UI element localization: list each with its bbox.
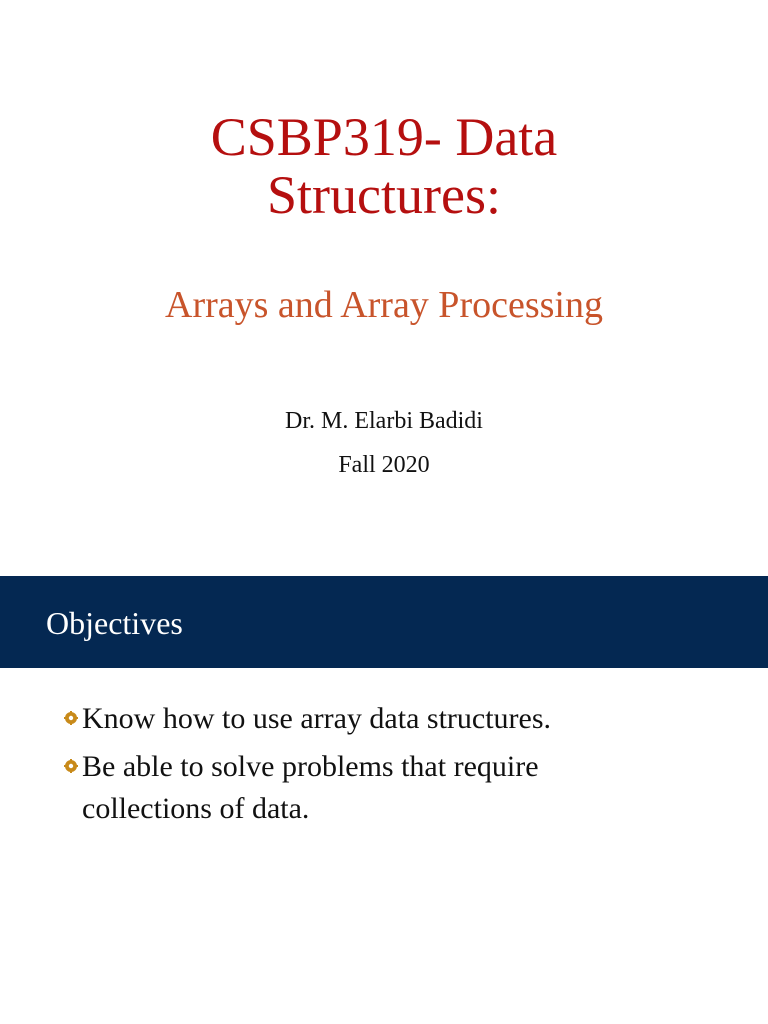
gear-bullet-icon — [64, 711, 78, 725]
slide-title-line-1: CSBP319- Data — [210, 107, 558, 167]
objective-item — [0, 698, 768, 740]
objective-text-line-2: collections of data. — [82, 792, 310, 825]
objective-text-line-1: Know how to use array data structures. — [82, 702, 552, 735]
slide-subtitle: Arrays and Array Processing — [165, 284, 603, 326]
slide-title-line-2: Structures: — [267, 165, 501, 225]
objective-text-line-1: Be able to solve problems that require — [82, 750, 539, 783]
course-term: Fall 2020 — [338, 452, 430, 478]
objectives-heading: Objectives — [46, 605, 183, 641]
gear-bullet-icon — [64, 759, 78, 773]
objectives-list — [0, 698, 768, 836]
slide-title — [0, 108, 768, 224]
objective-item — [0, 746, 768, 830]
author-name: Dr. M. Elarbi Badidi — [285, 408, 483, 434]
